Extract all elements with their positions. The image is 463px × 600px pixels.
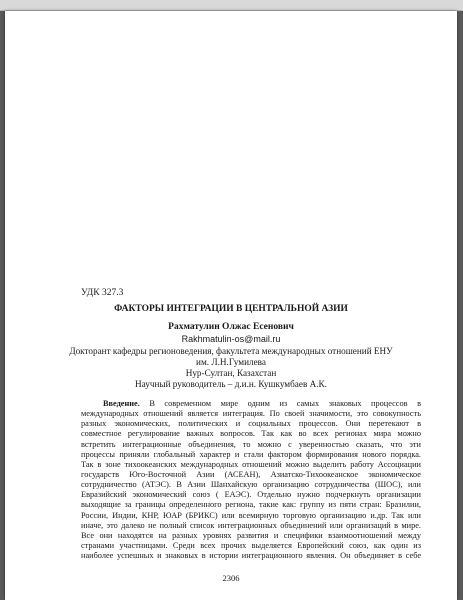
author-email: Rakhmatulin-os@mail.ru: [181, 334, 281, 344]
body-line-5: встретить интеграционные объединения, то можно с уверенностью сказать, что эти: [81, 439, 421, 449]
udc-code: УДК 327.3: [81, 288, 124, 298]
affiliation-line-1: Докторант кафедры регионоведения, факультета международных отношений ЕНУ: [69, 346, 393, 356]
viewer-toolbar: [0, 0, 463, 11]
body-line-14: Все они находятся на разных уровнях развития и специфики взаимоотношений между: [81, 530, 421, 540]
page-number: 2306: [222, 573, 240, 583]
body-line-16: наиболее успешных и знаковых в истории интеграционного явления. Он объединяет в себе: [81, 551, 421, 561]
paper-title: ФАКТОРЫ ИНТЕГРАЦИИ В ЦЕНТРАЛЬНОЙ АЗИИ: [114, 304, 348, 314]
affiliation-line-2: им. Л.Н.Гумилева: [196, 357, 266, 367]
affiliation-line-3: Нур-Султан, Казахстан: [185, 368, 277, 378]
body-line-15: странами участницами. Среди всех прочих выделяется Европейский союз, как один из: [81, 540, 421, 550]
introduction-paragraph: [81, 399, 421, 561]
body-line-9: сотрудничество (АТЭС). В Азии Шанхайскую организацию сотрудничества (ШОС), или: [81, 480, 421, 490]
body-line-12: России, Индии, КНР, ЮАР (БРИКС) или всемирную торговую организацию и.др. Так или: [81, 510, 421, 520]
body-line-1: Введение. В современном мире одним из самых знаковых процессов в: [103, 399, 421, 408]
body-line-7: Так в зоне тихоокеанских международных отношений можно выделить работу Ассоциации: [81, 459, 421, 469]
body-line-2: международных отношений является интеграция. По своей значимости, это совокупность: [81, 409, 421, 419]
document-page: [5, 11, 457, 600]
body-line-6: процессы приняли глобальный характер и стали фактором формирования нового порядка.: [81, 449, 421, 459]
author-name: Рахматулин Олжас Есенович: [168, 322, 294, 332]
body-line-11: выходящие за границы определенного региона, такие как: группу из пяти стран: Бразилии,: [81, 500, 421, 510]
body-line-4: совместное регулирование важных вопросов. Так как во всех регионах мира можно: [81, 429, 421, 439]
document-viewer[interactable]: [0, 11, 463, 600]
affiliation-line-4: Научный руководитель – д.и.н. Кушкумбаев А.К.: [135, 379, 327, 389]
body-line-13: иначе, это далеко не полный список интеграционных объединений или организаций в мире.: [81, 520, 421, 530]
body-line-10: Евразийский экономический союз ( ЕАЭС). Отдельно нужно подчеркнуть организации: [81, 490, 421, 500]
body-line-8: государств Юго-Восточной Азии (АСЕАН), Азиатско-Тихоокеанское экономическое: [81, 469, 421, 479]
introduction-lead: Введение.: [103, 399, 140, 408]
body-line-3: разных экономических, политических и социальных процессов. Они перетекают в: [81, 419, 421, 429]
